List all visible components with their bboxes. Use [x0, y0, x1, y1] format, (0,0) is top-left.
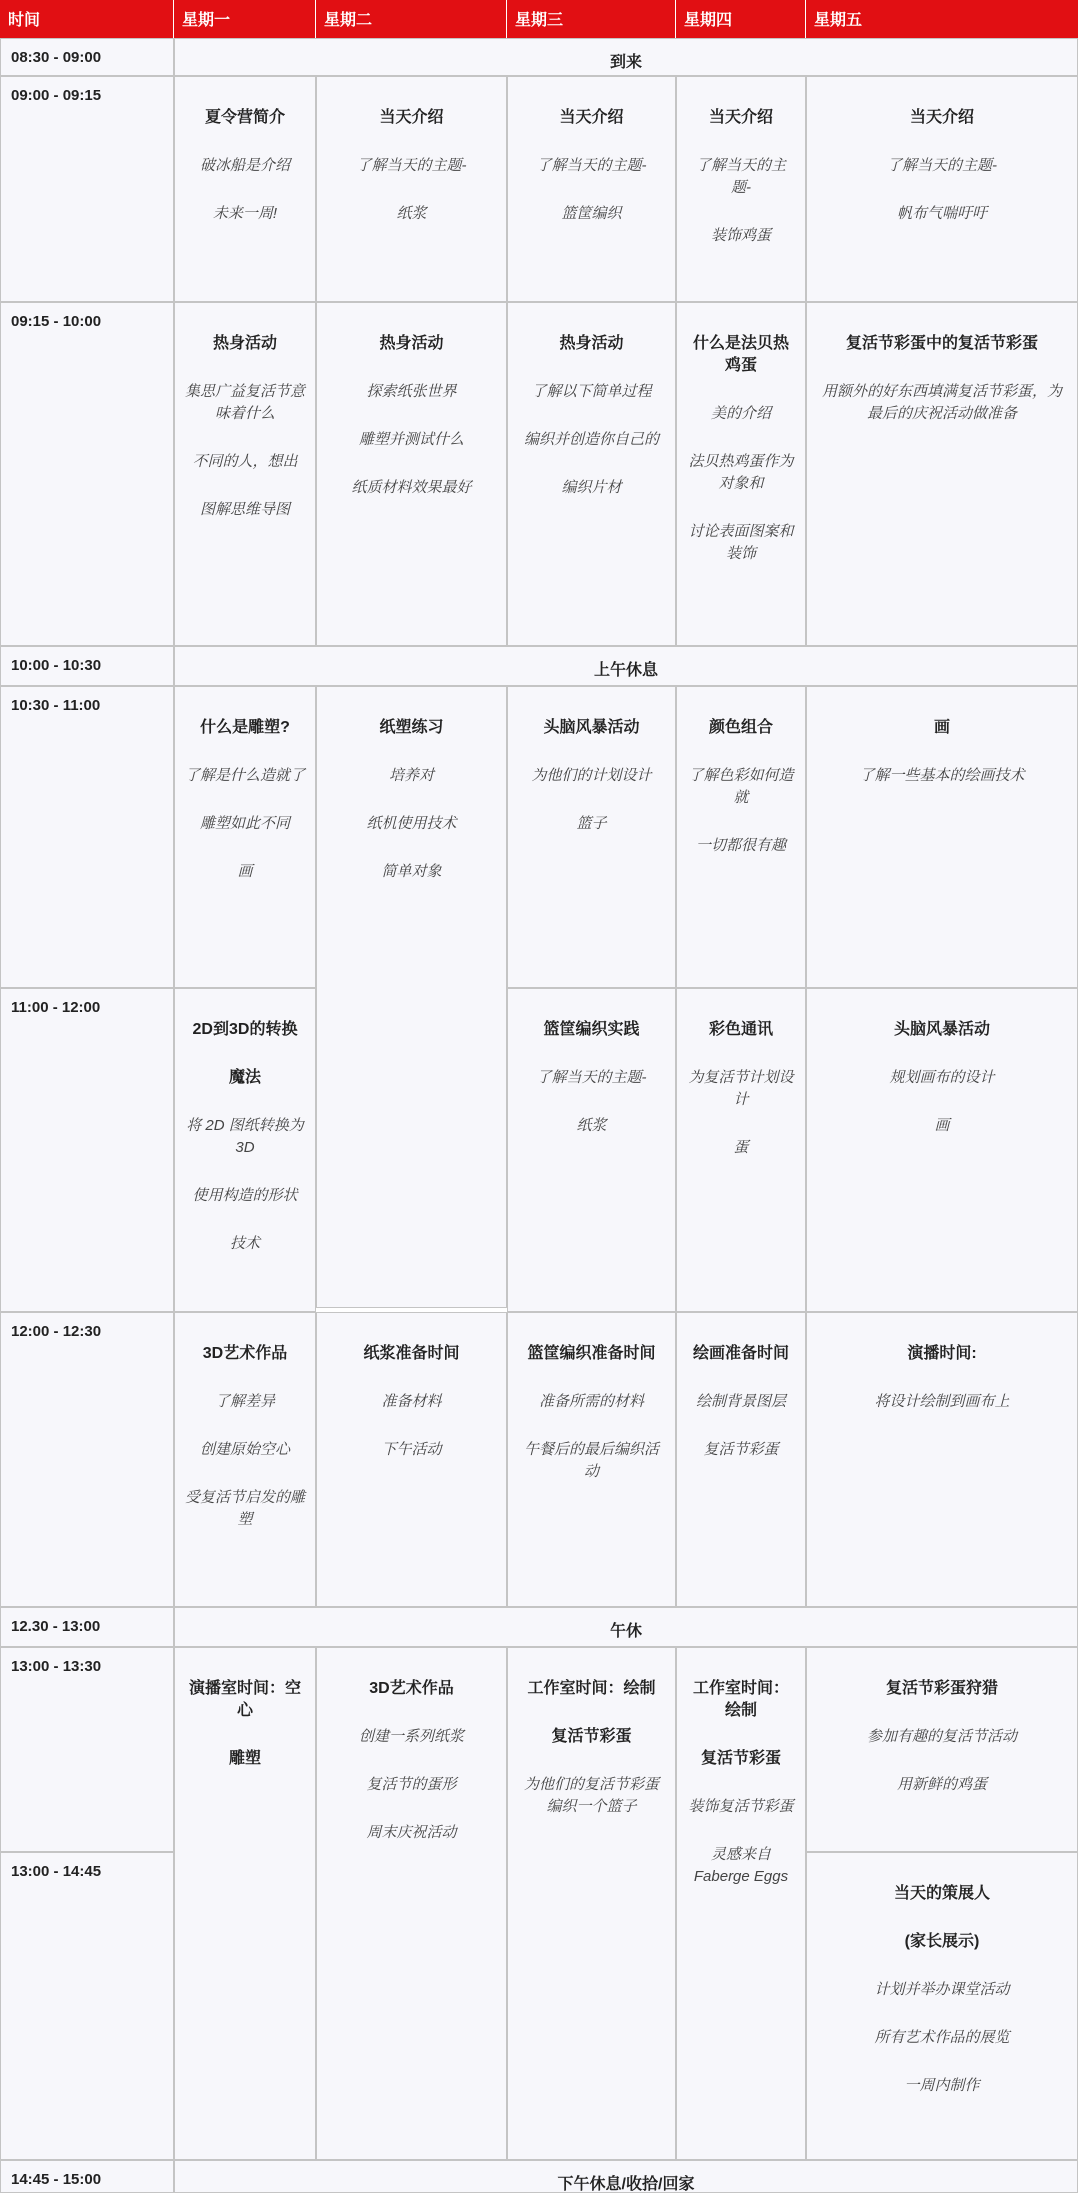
activity-line: 了解当天的主题-	[536, 157, 647, 174]
activity-line: 了解当天的主题-	[695, 157, 786, 196]
activity-line: 用额外的好东西填满复活节彩蛋，为最后的庆祝活动做准备	[821, 383, 1062, 422]
activity-line: 将设计绘制到画布上	[874, 1393, 1010, 1410]
activity-title: 复活节彩蛋狩猎	[885, 1680, 998, 1697]
time-cell: 12.30 - 13:00	[0, 1607, 174, 1647]
activity-cell-fri	[806, 302, 1078, 646]
activity-title: 复活节彩蛋中的复活节彩蛋	[845, 335, 1038, 352]
activity-title: 篮筐编织实践	[543, 1021, 640, 1038]
activity-title: 演播室时间：空心	[188, 1680, 301, 1719]
activity-cell-fri	[806, 1647, 1078, 1852]
activity-line: 装饰鸡蛋	[710, 227, 771, 244]
activity-line: 破冰船是介绍	[199, 157, 290, 174]
activity-line: 复活节的蛋形	[366, 1776, 457, 1793]
activity-line: 画	[237, 863, 253, 880]
activity-title: 画	[933, 719, 950, 736]
header-monday: 星期一	[174, 0, 316, 38]
activity-line: 技术	[229, 1235, 260, 1252]
activity-line: 使用构造的形状	[192, 1187, 298, 1204]
time-cell: 09:00 - 09:15	[0, 76, 174, 302]
activity-subtitle: 雕塑	[228, 1750, 261, 1767]
activity-line: 创建一系列纸浆	[358, 1728, 464, 1745]
activity-line: 为复活节计划设计	[688, 1069, 794, 1108]
span-cell: 下午休息/收拾/回家	[174, 2160, 1078, 2193]
activity-title: 当天介绍	[379, 109, 444, 126]
time-cell: 11:00 - 12:00	[0, 988, 174, 1312]
activity-cell-mon	[174, 686, 316, 988]
activity-cell-fri	[806, 1312, 1078, 1607]
activity-cell-mon	[174, 988, 316, 1312]
activity-line: 绘制背景图层	[695, 1393, 786, 1410]
activity-title: 3D艺术作品	[369, 1680, 454, 1697]
activity-line: 灵感来自Faberge Eggs	[693, 1846, 789, 1885]
activity-line: 探索纸张世界	[366, 383, 457, 400]
activity-line: 了解色彩如何造就	[688, 767, 794, 806]
activity-title: 2D到3D的转换	[192, 1021, 298, 1038]
activity-cell-mon	[174, 1312, 316, 1607]
activity-line: 图解思维导图	[199, 501, 290, 518]
activity-line: 了解当天的主题-	[887, 157, 997, 174]
activity-line: 法贝热鸡蛋作为对象和	[688, 453, 794, 492]
activity-line: 装饰复活节彩蛋	[688, 1798, 794, 1815]
activity-title: 彩色通讯	[708, 1021, 773, 1038]
activity-cell-fri	[806, 686, 1078, 988]
activity-cell-thu	[676, 988, 806, 1312]
activity-line: 画	[934, 1117, 950, 1134]
activity-line: 一切都很有趣	[695, 837, 786, 854]
activity-line: 纸浆	[576, 1117, 607, 1134]
activity-line: 不同的人，想出	[192, 453, 298, 470]
time-cell: 08:30 - 09:00	[0, 38, 174, 76]
activity-line: 帆布气喘吁吁	[896, 205, 987, 222]
activity-line: 准备材料	[381, 1393, 442, 1410]
time-cell: 10:00 - 10:30	[0, 646, 174, 686]
activity-line: 所有艺术作品的展览	[874, 2029, 1010, 2046]
activity-cell-wed	[507, 988, 676, 1312]
activity-subtitle: (家长展示)	[904, 1933, 980, 1950]
activity-cell-tue	[316, 1312, 507, 1607]
activity-title: 当天介绍	[909, 109, 974, 126]
time-cell: 10:30 - 11:00	[0, 686, 174, 988]
activity-title: 3D艺术作品	[202, 1345, 288, 1362]
activity-title: 头脑风暴活动	[893, 1021, 990, 1038]
activity-line: 讨论表面图案和装饰	[688, 523, 794, 562]
activity-line: 下午活动	[381, 1441, 442, 1458]
activity-title: 热身活动	[559, 335, 624, 352]
activity-line: 午餐后的最后编织活动	[523, 1441, 659, 1480]
activity-line: 篮子	[576, 815, 607, 832]
time-cell: 13:00 - 13:30	[0, 1647, 174, 1852]
activity-cell-thu	[676, 1312, 806, 1607]
activity-subtitle: 魔法	[228, 1069, 261, 1086]
activity-title: 热身活动	[212, 335, 277, 352]
activity-cell-mon	[174, 76, 316, 302]
activity-title: 工作室时间：绘制	[527, 1680, 656, 1697]
activity-cell-wed	[507, 686, 676, 988]
activity-cell-tue	[316, 302, 507, 646]
activity-title: 当天介绍	[559, 109, 624, 126]
time-cell: 14:45 - 15:00	[0, 2160, 174, 2193]
activity-line: 蛋	[733, 1139, 749, 1156]
activity-title: 什么是雕塑?	[200, 719, 290, 736]
activity-line: 了解一些基本的绘画技术	[859, 767, 1025, 784]
activity-title: 纸浆准备时间	[363, 1345, 460, 1362]
header-wednesday: 星期三	[507, 0, 676, 38]
activity-cell-wed	[507, 1312, 676, 1607]
activity-line: 美的介绍	[710, 405, 771, 422]
activity-title: 绘画准备时间	[692, 1345, 789, 1362]
activity-cell-thu	[676, 686, 806, 988]
activity-line: 编织并创造你自己的	[523, 431, 659, 448]
activity-line: 受复活节启发的雕塑	[185, 1489, 306, 1528]
activity-line: 篮筐编织	[561, 205, 622, 222]
activity-line: 规划画布的设计	[889, 1069, 995, 1086]
activity-line: 纸质材料效果最好	[351, 479, 472, 496]
activity-title: 什么是法贝热鸡蛋	[692, 335, 789, 374]
span-cell: 到来	[174, 38, 1078, 76]
activity-line: 了解以下简单过程	[531, 383, 652, 400]
activity-line: 集思广益复活节意味着什么	[185, 383, 306, 422]
activity-title: 头脑风暴活动	[543, 719, 640, 736]
activity-cell-tue	[316, 76, 507, 302]
activity-title: 纸塑练习	[379, 719, 444, 736]
activity-title: 当天的策展人	[893, 1885, 990, 1902]
activity-cell-fri	[806, 1852, 1078, 2160]
activity-line: 编织片材	[561, 479, 622, 496]
activity-line: 创建原始空心	[199, 1441, 290, 1458]
activity-line: 准备所需的材料	[538, 1393, 644, 1410]
activity-cell-thu	[676, 1647, 806, 2160]
activity-line: 培养对	[388, 767, 434, 784]
activity-title: 当天介绍	[708, 109, 773, 126]
activity-line: 了解是什么造就了	[185, 767, 306, 784]
activity-subtitle: 复活节彩蛋	[700, 1750, 781, 1767]
activity-line: 将 2D 图纸转换为 3D	[186, 1117, 304, 1156]
activity-line: 简单对象	[381, 863, 442, 880]
time-cell: 13:00 - 14:45	[0, 1852, 174, 2160]
activity-cell-wed	[507, 1647, 676, 2160]
activity-line: 雕塑并测试什么	[358, 431, 464, 448]
activity-line: 雕塑如此不同	[199, 815, 290, 832]
span-cell: 上午休息	[174, 646, 1078, 686]
header-tuesday: 星期二	[316, 0, 507, 38]
activity-line: 了解当天的主题-	[356, 157, 467, 174]
activity-line: 纸机使用技术	[366, 815, 457, 832]
activity-cell-thu	[676, 302, 806, 646]
activity-line: 复活节彩蛋	[703, 1441, 779, 1458]
time-cell: 09:15 - 10:00	[0, 302, 174, 646]
activity-line: 了解差异	[214, 1393, 275, 1410]
activity-line: 用新鲜的鸡蛋	[896, 1776, 987, 1793]
activity-line: 未来一周!	[212, 205, 278, 222]
activity-cell-wed	[507, 302, 676, 646]
activity-cell-fri	[806, 76, 1078, 302]
activity-cell-mon	[174, 302, 316, 646]
activity-cell-tue	[316, 1647, 507, 2160]
activity-title: 篮筐编织准备时间	[527, 1345, 656, 1362]
activity-cell-mon	[174, 1647, 316, 2160]
header-time: 时间	[0, 0, 174, 38]
span-cell: 午休	[174, 1607, 1078, 1647]
activity-title: 夏令营简介	[204, 109, 285, 126]
activity-title: 演播时间:	[907, 1345, 977, 1362]
activity-title: 颜色组合	[708, 719, 773, 736]
activity-line: 参加有趣的复活节活动	[866, 1728, 1017, 1745]
activity-line: 周末庆祝活动	[366, 1824, 457, 1841]
activity-line: 了解当天的主题-	[536, 1069, 647, 1086]
activity-line: 一周内制作	[904, 2077, 980, 2094]
activity-cell-wed	[507, 76, 676, 302]
activity-line: 计划并举办课堂活动	[874, 1981, 1010, 1998]
activity-cell-fri	[806, 988, 1078, 1312]
activity-line: 纸浆	[396, 205, 427, 222]
header-friday: 星期五	[806, 0, 1078, 38]
header-thursday: 星期四	[676, 0, 806, 38]
activity-cell-tue	[316, 686, 507, 1308]
activity-line: 为他们的计划设计	[531, 767, 652, 784]
activity-title: 热身活动	[379, 335, 444, 352]
activity-line: 为他们的复活节彩蛋编织一个篮子	[523, 1776, 659, 1815]
activity-cell-thu	[676, 76, 806, 302]
time-cell: 12:00 - 12:30	[0, 1312, 174, 1607]
activity-title: 工作室时间：绘制	[692, 1680, 789, 1719]
activity-subtitle: 复活节彩蛋	[551, 1728, 632, 1745]
